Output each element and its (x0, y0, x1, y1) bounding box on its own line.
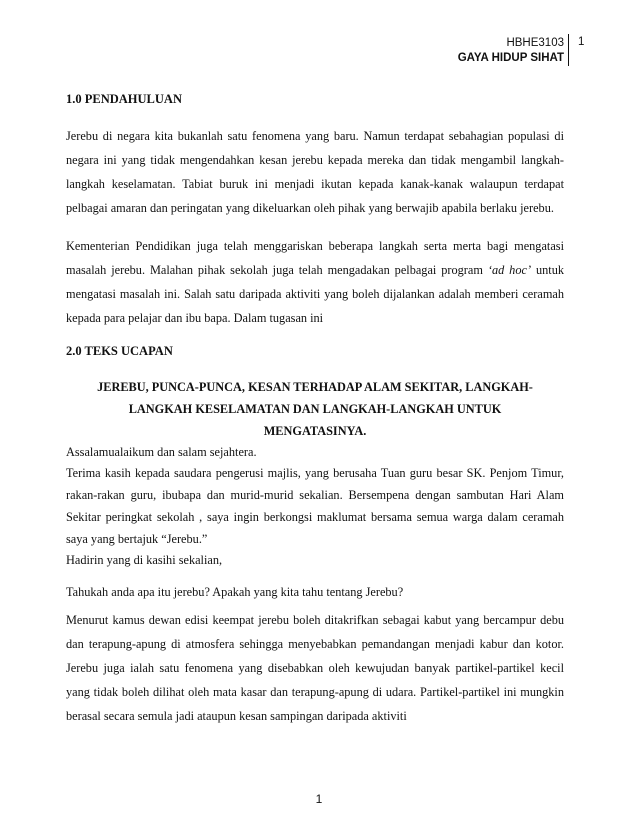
question-line: Tahukah anda apa itu jerebu? Apakah yang kita tahu tentang Jerebu? (66, 585, 404, 599)
header-page-number: 1 (578, 36, 585, 48)
speech-title: JEREBU, PUNCA-PUNCA, KESAN TERHADAP ALAM SEKITAR, LANGKAH-LANGKAH KESELAMATAN DAN LANGKAH-LANGKAH UNTUK MENGATASINYA. (97, 380, 533, 438)
course-code: HBHE3103 (506, 37, 564, 49)
running-header (458, 36, 564, 66)
course-title: GAYA HIDUP SIHAT (457, 52, 564, 64)
section-1-paragraph-1: Jerebu di negara kita bukanlah satu fenomena yang baru. Namun terdapat sebahagian populasi di negara ini yang tidak mengendahkan kesan jerebu kepada mereka dan tidak mengambil langkah-langkah keselamatan. Tabiat buruk ini menjadi ikutan kepada kanak-kanak walaupun terdapat pelbagai amaran dan peringatan yang dikeluarkan oleh pihak yang berwajib apabila berlaku jerebu. (66, 129, 564, 215)
greeting: Assalamualaikum dan salam sejahtera. (66, 445, 257, 459)
document-body (66, 92, 564, 728)
paragraph-2-text-b: untuk mengatasi masalah ini. Salah satu daripada aktiviti yang boleh dijalankan adalah memberi ceramah kepada para pelajar dan ibu bapa. Dalam tugasan ini (66, 263, 564, 325)
footer-page-number: 1 (315, 792, 323, 806)
audience-address: Hadirin yang di kasihi sekalian, (66, 553, 223, 567)
speech-paragraph-1: Terima kasih kepada saudara pengerusi majlis, yang berusaha Tuan guru besar SK. Penjom Timur, rakan-rakan guru, ibubapa dan murid-murid sekalian. Bersempena dengan sambutan Hari Alam Sekitar peringkat sekolah , saya ingin berkongsi maklumat bersama semua warga dalam ceramah saya yang bertajuk “Jerebu.” (66, 466, 564, 546)
section-1-paragraph-2 (66, 234, 564, 330)
section-2-heading: 2.0 TEKS UCAPAN (66, 344, 173, 358)
speech-paragraph-2: Menurut kamus dewan edisi keempat jerebu boleh ditakrifkan sebagai kabut yang bercampur debu dan terapung-apung di atmosfera sehingga menyebabkan pemandangan menjadi kabur dan kotor. Jerebu juga ialah satu fenomena yang disebabkan oleh kewujudan banyak partikel-partikel kecil yang tidak boleh dilihat oleh mata kasar dan terapung-apung di udara. Partikel-partikel ini mungkin berasal secara semula jadi ataupun kesan sampingan daripada aktiviti (66, 613, 564, 723)
paragraph-2-text-a: Kementerian Pendidikan juga telah menggariskan beberapa langkah serta merta bagi mengatasi masalah jerebu. Malahan pihak sekolah juga telah mengadakan pelbagai program (66, 239, 564, 277)
header-divider (568, 34, 569, 66)
ad-hoc-term: ‘ad hoc’ (487, 263, 532, 277)
section-1-heading: 1.0 PENDAHULUAN (66, 92, 182, 106)
